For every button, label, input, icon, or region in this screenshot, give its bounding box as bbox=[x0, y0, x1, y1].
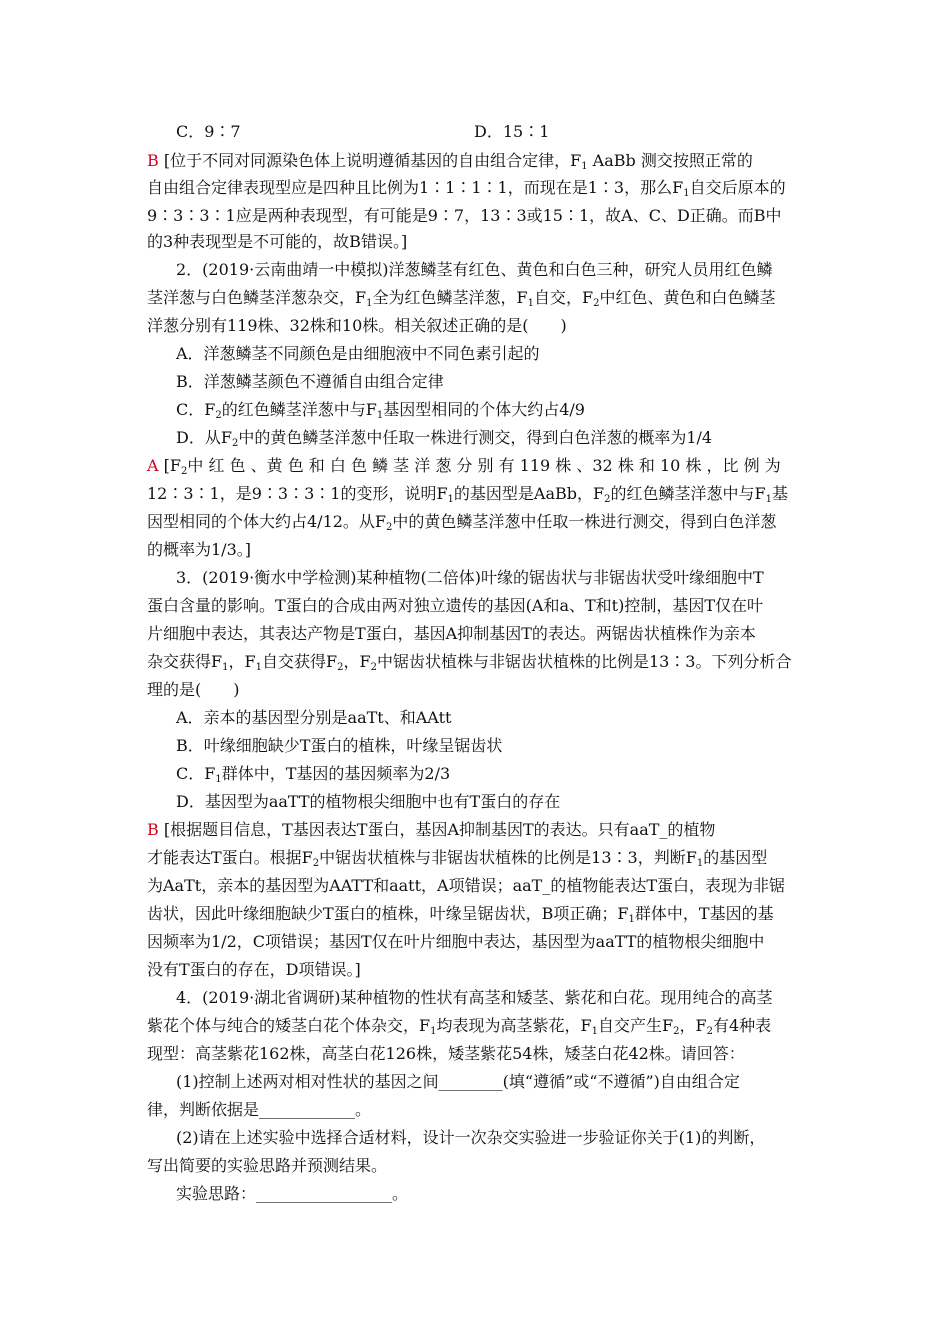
text-line bbox=[176, 708, 836, 728]
subscript: 1 bbox=[215, 774, 222, 785]
text-line bbox=[147, 876, 807, 896]
text-segment: (2)请在上述实验中选择合适材料，设计一次杂交实验进一步验证你关于(1)的判断， bbox=[176, 1128, 766, 1147]
text-segment: 片细胞中表达，其表达产物是T蛋白，基因A抑制基因T的表达。两锯齿状植株作为亲本 bbox=[147, 624, 756, 643]
text-segment: 因频率为1/2，C项错误；基因T仅在叶片细胞中表达，基因型为aaTT的植物根尖细胞中 bbox=[147, 932, 765, 951]
text-line bbox=[176, 764, 836, 784]
text-segment: 中 红 色 、黄 色 和 白 色 鳞 茎 洋 葱 分 别 有 119 株 、32 株 和 10 株 ，比 例 为 bbox=[187, 456, 781, 475]
text-segment: 基 bbox=[771, 484, 788, 503]
text-segment: 9∶3∶3∶1应是两种表现型，有可能是9∶7，13∶3或15∶1，故A、C、D正确。而B中 bbox=[147, 206, 782, 225]
text-segment: [位于不同对同源染色体上说明遵循基因的自由组合定律，F bbox=[158, 151, 582, 170]
text-line bbox=[147, 652, 807, 672]
subscript: 2 bbox=[386, 522, 393, 533]
text-segment: 为AaTt，亲本的基因型为AATT和aatt，A项错误；aaT_的植物能表达T蛋白，表现为非锯 bbox=[147, 876, 785, 895]
subscript: 1 bbox=[628, 914, 635, 925]
text-segment: 蛋白含量的影响。T蛋白的合成由两对独立遗传的基因(A和a、T和t)控制，基因T仅在叶 bbox=[147, 596, 764, 615]
text-segment: 全为红色鳞茎洋葱，F bbox=[372, 288, 528, 307]
text-segment: 中锯齿状植株与非锯齿状植株的比例是13∶3。下列分析合 bbox=[376, 652, 792, 671]
option-d-first: D．15∶1 bbox=[474, 122, 550, 141]
text-segment: 杂交获得F bbox=[147, 652, 223, 671]
text-line bbox=[147, 1044, 807, 1064]
text-segment: 自交，F bbox=[533, 288, 594, 307]
subscript: 2 bbox=[231, 438, 239, 449]
text-line bbox=[147, 151, 807, 171]
subscript: 2 bbox=[370, 662, 377, 673]
text-segment: 自交获得F bbox=[261, 652, 338, 671]
text-segment: 的基因型是AaBb，F bbox=[453, 484, 605, 503]
text-line bbox=[147, 1156, 807, 1176]
text-line bbox=[147, 904, 807, 924]
text-segment: B．叶缘细胞缺少T蛋白的植株，叶缘呈锯齿状 bbox=[176, 736, 503, 755]
text-line bbox=[147, 484, 807, 504]
text-segment: D．从F bbox=[176, 428, 232, 447]
text-segment: 基因型相同的个体大约占4/9 bbox=[383, 400, 585, 419]
text-line bbox=[147, 456, 807, 476]
text-segment: 才能表达T蛋白。根据F bbox=[147, 848, 313, 867]
text-segment: 理的是( ) bbox=[147, 680, 240, 699]
answer-letter: A bbox=[147, 456, 159, 475]
text-segment: 群体中，T基因的基 bbox=[634, 904, 774, 923]
text-line bbox=[176, 428, 836, 448]
text-segment: 紫花个体与纯合的矮茎白花个体杂交，F bbox=[147, 1016, 431, 1035]
text-segment: 自交产生F bbox=[597, 1016, 674, 1035]
text-segment: 4．(2019·湖北省调研)某种植物的性状有高茎和矮茎、紫花和白花。现用纯合的高茎 bbox=[176, 988, 773, 1007]
text-line bbox=[176, 1184, 836, 1204]
answer-letter: B bbox=[147, 820, 159, 839]
subscript: 2 bbox=[215, 410, 222, 421]
subscript: 1 bbox=[591, 1026, 598, 1037]
text-segment: ，F bbox=[679, 1016, 707, 1035]
text-line bbox=[147, 624, 807, 644]
text-line bbox=[176, 988, 836, 1008]
subscript: 1 bbox=[430, 1026, 437, 1037]
subscript: 1 bbox=[255, 662, 262, 673]
text-segment: 均表现为高茎紫花，F bbox=[436, 1016, 592, 1035]
text-line bbox=[176, 372, 836, 392]
text-segment: 现型：高茎紫花162株，高茎白花126株，矮茎紫花54株，矮茎白花42株。请回答： bbox=[147, 1044, 745, 1063]
text-line bbox=[176, 792, 836, 812]
subscript: 2 bbox=[673, 1026, 680, 1037]
subscript: 1 bbox=[222, 662, 229, 673]
text-segment: 的基因型 bbox=[703, 848, 768, 867]
text-segment: 的红色鳞茎洋葱中与F bbox=[221, 400, 377, 419]
text-line bbox=[147, 206, 807, 226]
subscript: 2 bbox=[593, 298, 600, 309]
text-line bbox=[147, 512, 807, 532]
text-segment: 实验思路：_________________。 bbox=[176, 1184, 409, 1203]
text-segment: 写出简要的实验思路并预测结果。 bbox=[147, 1156, 388, 1175]
text-segment: 自交后原本的 bbox=[689, 178, 786, 197]
text-segment: D．基因型为aaTT的植物根尖细胞中也有T蛋白的存在 bbox=[176, 792, 561, 811]
text-segment: C．9∶7 bbox=[176, 122, 241, 141]
text-segment: 没有T蛋白的存在，D项错误。] bbox=[147, 960, 361, 979]
text-line bbox=[147, 540, 807, 560]
text-segment: 的红色鳞茎洋葱中与F bbox=[610, 484, 766, 503]
subscript: 1 bbox=[447, 494, 454, 505]
text-segment: 自由组合定律表现型应是四种且比例为1∶1∶1∶1，而现在是1∶3，那么F bbox=[147, 178, 684, 197]
subscript: 1 bbox=[683, 188, 690, 199]
text-segment: [根据题目信息，T基因表达T蛋白，基因A抑制基因T的表达。只有aaT_的植物 bbox=[158, 820, 716, 839]
text-segment: 群体中，T基因的基因频率为2/3 bbox=[221, 764, 451, 783]
text-segment: C．F bbox=[176, 764, 216, 783]
text-segment: 洋葱分别有119株、32株和10株。相关叙述正确的是( ) bbox=[147, 316, 567, 335]
subscript: 1 bbox=[765, 494, 772, 505]
text-segment: 茎洋葱与白色鳞茎洋葱杂交，F bbox=[147, 288, 367, 307]
text-segment: 中的黄色鳞茎洋葱中任取一株进行测交，得到白色洋葱 bbox=[392, 512, 777, 531]
subscript: 1 bbox=[366, 298, 373, 309]
subscript: 2 bbox=[604, 494, 611, 505]
text-segment: 有4种表 bbox=[712, 1016, 772, 1035]
text-line bbox=[176, 568, 836, 588]
text-segment: A．洋葱鳞茎不同颜色是由细胞液中不同色素引起的 bbox=[176, 344, 540, 363]
subscript: 1 bbox=[527, 298, 534, 309]
text-line bbox=[176, 400, 836, 420]
text-segment: 12∶3∶1，是9∶3∶3∶1的变形，说明F bbox=[147, 484, 448, 503]
text-line bbox=[147, 680, 807, 700]
text-segment: 2．(2019·云南曲靖一中模拟)洋葱鳞茎有红色、黄色和白色三种，研究人员用红色鳞 bbox=[176, 260, 773, 279]
subscript: 1 bbox=[581, 161, 588, 172]
text-line bbox=[176, 1128, 836, 1148]
subscript: 2 bbox=[337, 662, 344, 673]
text-segment: ，F bbox=[228, 652, 256, 671]
text-line bbox=[176, 1072, 836, 1092]
text-line bbox=[147, 288, 807, 308]
subscript: 2 bbox=[706, 1026, 713, 1037]
text-line bbox=[147, 178, 807, 198]
text-segment: [F bbox=[158, 456, 181, 475]
subscript: 2 bbox=[181, 466, 188, 477]
text-line bbox=[147, 960, 807, 980]
subscript: 2 bbox=[312, 858, 320, 869]
text-line bbox=[176, 344, 836, 364]
text-segment: 的概率为1/3。] bbox=[147, 540, 251, 559]
subscript: 1 bbox=[376, 410, 384, 421]
text-line bbox=[147, 316, 807, 336]
text-segment: 齿状，因此叶缘细胞缺少T蛋白的植株，叶缘呈锯齿状，B项正确；F bbox=[147, 904, 629, 923]
text-segment: B．洋葱鳞茎颜色不遵循自由组合定律 bbox=[176, 372, 444, 391]
text-line bbox=[147, 596, 807, 616]
text-segment: 3．(2019·衡水中学检测)某种植物(二倍体)叶缘的锯齿状与非锯齿状受叶缘细胞中T bbox=[176, 568, 764, 587]
text-segment: 中锯齿状植株与非锯齿状植株的比例是13∶3，判断F bbox=[319, 848, 697, 867]
text-segment: (1)控制上述两对相对性状的基因之间________(填“遵循”或“不遵循”)自由组合定 bbox=[176, 1072, 740, 1091]
text-line bbox=[147, 820, 807, 840]
text-segment: 律，判断依据是____________。 bbox=[147, 1100, 372, 1119]
text-line bbox=[176, 736, 836, 756]
text-line bbox=[176, 260, 836, 280]
text-segment: C．F bbox=[176, 400, 216, 419]
text-segment: A．亲本的基因型分别是aaTt、和AAtt bbox=[176, 708, 452, 727]
answer-letter: B bbox=[147, 151, 159, 170]
text-segment: AaBb 测交按照正常的 bbox=[587, 151, 753, 170]
text-line bbox=[147, 932, 807, 952]
text-line bbox=[147, 232, 807, 252]
text-segment: 因型相同的个体大约占4/12。从F bbox=[147, 512, 387, 531]
text-segment: ，F bbox=[343, 652, 371, 671]
subscript: 1 bbox=[696, 858, 704, 869]
text-segment: 中的黄色鳞茎洋葱中任取一株进行测交，得到白色洋葱的概率为1/4 bbox=[238, 428, 713, 447]
text-line bbox=[147, 1016, 807, 1036]
text-segment: 中红色、黄色和白色鳞茎 bbox=[599, 288, 776, 307]
text-line bbox=[147, 848, 807, 868]
text-segment: 的3种表现型是不可能的，故B错误。] bbox=[147, 232, 408, 251]
text-line bbox=[147, 1100, 807, 1120]
